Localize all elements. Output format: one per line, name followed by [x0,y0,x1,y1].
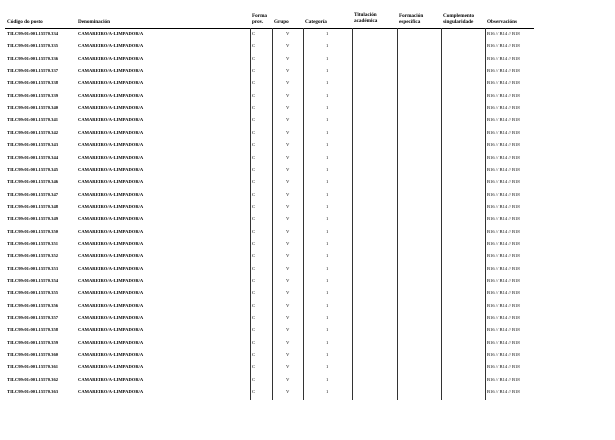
row-denominacion: CAMAREIRO/A-LIMPADOR/A [78,302,144,308]
header-formacion: Formación específica [399,13,424,25]
row-grupo: V [286,290,290,296]
row-denominacion: CAMAREIRO/A-LIMPADOR/A [78,389,144,395]
row-denominacion: CAMAREIRO/A-LIMPADOR/A [78,278,144,283]
row-observacions: B16 // B14 // B18 [487,302,520,308]
row-code: TILC99:01:001.15570.353 [7,265,59,271]
row-forma: C [252,376,256,382]
row-categoria: 1 [326,105,329,111]
row-denominacion: CAMAREIRO/A-LIMPADOR/A [78,43,144,49]
table-row [0,303,615,315]
row-categoria: 1 [326,216,329,222]
row-observacions: B16 // B14 // B18 [487,105,520,111]
row-categoria: 1 [326,290,329,296]
table-row [0,315,615,327]
row-code: TILC99:01:001.15570.349 [7,216,59,222]
row-forma: C [252,352,256,358]
row-denominacion: CAMAREIRO/A-LIMPADOR/A [78,203,144,209]
row-categoria: 1 [326,389,329,395]
row-denominacion: CAMAREIRO/A-LIMPADOR/A [78,80,144,86]
table-row [0,130,615,142]
row-observacions: B16 // B14 // B18 [487,166,520,172]
row-grupo: V [286,265,290,271]
row-code: TILC99:01:001.15570.358 [7,327,59,333]
row-forma: C [252,240,256,246]
table-row [0,56,615,68]
row-observacions: B16 // B14 // B18 [487,278,520,283]
row-observacions: B16 // B14 // B18 [487,191,520,197]
row-code: TILC99:01:001.15570.340 [7,105,59,111]
row-forma: C [252,315,256,321]
table-row [0,229,615,241]
row-observacions: B16 // B14 // B18 [487,253,520,259]
row-categoria: 1 [326,117,329,123]
header-observacions: Observacións [487,19,517,25]
table-row [0,327,615,339]
row-observacions: B16 // B14 // B18 [487,31,520,36]
table-row [0,352,615,364]
row-observacions: B16 // B14 // B18 [487,43,520,49]
row-categoria: 1 [326,265,329,271]
row-forma: C [252,203,256,209]
row-denominacion: CAMAREIRO/A-LIMPADOR/A [78,240,144,246]
row-code: TILC99:01:001.15570.341 [7,117,59,123]
row-code: TILC99:01:001.15570.347 [7,191,59,197]
row-observacions: B16 // B14 // B18 [487,142,520,148]
row-forma: C [252,129,256,135]
row-forma: C [252,216,256,222]
row-forma: C [252,179,256,185]
row-categoria: 1 [326,278,329,283]
row-grupo: V [286,253,290,259]
row-code: TILC99:01:001.15570.343 [7,142,59,148]
row-code: TILC99:01:001.15570.359 [7,339,59,345]
row-grupo: V [286,327,290,333]
table-row [0,167,615,179]
table-row [0,31,615,43]
row-forma: C [252,31,256,36]
row-categoria: 1 [326,129,329,135]
row-code: TILC99:01:001.15570.346 [7,179,59,185]
table-row [0,93,615,105]
row-grupo: V [286,166,290,172]
row-observacions: B16 // B14 // B18 [487,376,520,382]
row-observacions: B16 // B14 // B18 [487,352,520,358]
row-observacions: B16 // B14 // B18 [487,339,520,345]
table-row [0,253,615,265]
row-observacions: B16 // B14 // B18 [487,203,520,209]
row-code: TILC99:01:001.15570.363 [7,389,59,395]
row-grupo: V [286,240,290,246]
row-observacions: B16 // B14 // B18 [487,179,520,185]
table-row [0,266,615,278]
row-observacions: B16 // B14 // B18 [487,315,520,321]
row-denominacion: CAMAREIRO/A-LIMPADOR/A [78,179,144,185]
row-code: TILC99:01:001.15570.348 [7,203,59,209]
row-categoria: 1 [326,92,329,98]
row-grupo: V [286,191,290,197]
table-row [0,290,615,302]
table-row [0,340,615,352]
row-observacions: B16 // B14 // B18 [487,290,520,296]
row-denominacion: CAMAREIRO/A-LIMPADOR/A [78,339,144,345]
row-grupo: V [286,154,290,160]
table-row [0,105,615,117]
row-categoria: 1 [326,68,329,74]
row-grupo: V [286,129,290,135]
row-categoria: 1 [326,191,329,197]
header-forma: Forma prov. [252,13,267,25]
table-row [0,204,615,216]
row-grupo: V [286,364,290,370]
table-row [0,80,615,92]
row-categoria: 1 [326,339,329,345]
row-grupo: V [286,31,290,36]
table-row [0,389,615,401]
row-categoria: 1 [326,253,329,259]
table-row [0,278,615,290]
row-categoria: 1 [326,142,329,148]
table-row [0,364,615,376]
row-forma: C [252,327,256,333]
header-titulacion: Titulación académica [354,12,378,24]
row-denominacion: CAMAREIRO/A-LIMPADOR/A [78,129,144,135]
row-denominacion: CAMAREIRO/A-LIMPADOR/A [78,253,144,259]
row-grupo: V [286,352,290,358]
row-observacions: B16 // B14 // B18 [487,389,520,395]
row-grupo: V [286,55,290,61]
row-observacions: B16 // B14 // B18 [487,327,520,333]
row-denominacion: CAMAREIRO/A-LIMPADOR/A [78,31,144,36]
row-observacions: B16 // B14 // B18 [487,117,520,123]
row-forma: C [252,228,256,234]
row-forma: C [252,55,256,61]
row-grupo: V [286,216,290,222]
row-grupo: V [286,376,290,382]
row-grupo: V [286,92,290,98]
row-forma: C [252,80,256,86]
row-grupo: V [286,203,290,209]
row-observacions: B16 // B14 // B18 [487,129,520,135]
row-denominacion: CAMAREIRO/A-LIMPADOR/A [78,352,144,358]
row-denominacion: CAMAREIRO/A-LIMPADOR/A [78,376,144,382]
row-grupo: V [286,302,290,308]
row-observacions: B16 // B14 // B18 [487,216,520,222]
row-denominacion: CAMAREIRO/A-LIMPADOR/A [78,105,144,111]
row-categoria: 1 [326,327,329,333]
row-code: TILC99:01:001.15570.342 [7,129,59,135]
table-row [0,68,615,80]
row-code: TILC99:01:001.15570.350 [7,228,59,234]
row-code: TILC99:01:001.15570.356 [7,302,59,308]
table-row [0,179,615,191]
row-categoria: 1 [326,43,329,49]
row-grupo: V [286,339,290,345]
header-denominacion: Denominación [78,19,110,25]
row-code: TILC99:01:001.15570.354 [7,278,59,283]
row-observacions: B16 // B14 // B18 [487,55,520,61]
table-row [0,155,615,167]
row-code: TILC99:01:001.15570.345 [7,166,59,172]
row-code: TILC99:01:001.15570.360 [7,352,59,358]
row-grupo: V [286,142,290,148]
header-codigo: Código do posto [7,19,43,25]
row-observacions: B16 // B14 // B18 [487,68,520,74]
row-code: TILC99:01:001.15570.344 [7,154,59,160]
row-denominacion: CAMAREIRO/A-LIMPADOR/A [78,166,144,172]
row-code: TILC99:01:001.15570.355 [7,290,59,296]
row-categoria: 1 [326,154,329,160]
row-denominacion: CAMAREIRO/A-LIMPADOR/A [78,315,144,321]
row-forma: C [252,290,256,296]
row-categoria: 1 [326,203,329,209]
row-grupo: V [286,117,290,123]
row-forma: C [252,302,256,308]
row-categoria: 1 [326,302,329,308]
row-categoria: 1 [326,240,329,246]
row-observacions: B16 // B14 // B18 [487,265,520,271]
row-forma: C [252,253,256,259]
table-row [0,142,615,154]
row-grupo: V [286,278,290,283]
row-denominacion: CAMAREIRO/A-LIMPADOR/A [78,117,144,123]
row-denominacion: CAMAREIRO/A-LIMPADOR/A [78,191,144,197]
row-forma: C [252,364,256,370]
row-forma: C [252,154,256,160]
table-row [0,377,615,389]
row-grupo: V [286,68,290,74]
row-denominacion: CAMAREIRO/A-LIMPADOR/A [78,55,144,61]
row-forma: C [252,166,256,172]
row-forma: C [252,105,256,111]
row-denominacion: CAMAREIRO/A-LIMPADOR/A [78,265,144,271]
row-categoria: 1 [326,352,329,358]
row-denominacion: CAMAREIRO/A-LIMPADOR/A [78,92,144,98]
row-code: TILC99:01:001.15570.337 [7,68,59,74]
row-categoria: 1 [326,55,329,61]
table-row [0,241,615,253]
row-categoria: 1 [326,376,329,382]
row-grupo: V [286,105,290,111]
row-denominacion: CAMAREIRO/A-LIMPADOR/A [78,327,144,333]
row-code: TILC99:01:001.15570.334 [7,31,59,36]
row-observacions: B16 // B14 // B18 [487,228,520,234]
row-forma: C [252,68,256,74]
table-row [0,216,615,228]
row-forma: C [252,389,256,395]
header-grupo: Grupo [274,19,289,25]
table-row [0,192,615,204]
header-categoria: Categoría [305,19,327,25]
row-code: TILC99:01:001.15570.361 [7,364,59,370]
row-grupo: V [286,389,290,395]
row-observacions: B16 // B14 // B18 [487,154,520,160]
row-grupo: V [286,179,290,185]
row-forma: C [252,265,256,271]
header-complemento: Complemento singularidade [443,13,475,25]
row-categoria: 1 [326,315,329,321]
row-categoria: 1 [326,80,329,86]
row-categoria: 1 [326,179,329,185]
row-code: TILC99:01:001.15570.352 [7,253,59,259]
row-grupo: V [286,43,290,49]
row-grupo: V [286,80,290,86]
row-code: TILC99:01:001.15570.351 [7,240,59,246]
row-denominacion: CAMAREIRO/A-LIMPADOR/A [78,68,144,74]
row-observacions: B16 // B14 // B18 [487,80,520,86]
row-categoria: 1 [326,31,329,36]
row-code: TILC99:01:001.15570.336 [7,55,59,61]
row-forma: C [252,339,256,345]
row-denominacion: CAMAREIRO/A-LIMPADOR/A [78,142,144,148]
row-forma: C [252,278,256,283]
row-grupo: V [286,228,290,234]
row-denominacion: CAMAREIRO/A-LIMPADOR/A [78,290,144,296]
row-code: TILC99:01:001.15570.339 [7,92,59,98]
row-code: TILC99:01:001.15570.362 [7,376,59,382]
row-observacions: B16 // B14 // B18 [487,364,520,370]
row-categoria: 1 [326,166,329,172]
row-forma: C [252,191,256,197]
row-grupo: V [286,315,290,321]
row-code: TILC99:01:001.15570.335 [7,43,59,49]
row-observacions: B16 // B14 // B18 [487,92,520,98]
row-forma: C [252,117,256,123]
row-denominacion: CAMAREIRO/A-LIMPADOR/A [78,228,144,234]
row-categoria: 1 [326,364,329,370]
row-code: TILC99:01:001.15570.357 [7,315,59,321]
row-denominacion: CAMAREIRO/A-LIMPADOR/A [78,154,144,160]
row-forma: C [252,142,256,148]
row-forma: C [252,92,256,98]
row-denominacion: CAMAREIRO/A-LIMPADOR/A [78,216,144,222]
table-row [0,43,615,55]
row-code: TILC99:01:001.15570.338 [7,80,59,86]
row-categoria: 1 [326,228,329,234]
row-denominacion: CAMAREIRO/A-LIMPADOR/A [78,364,144,370]
table-row [0,117,615,129]
row-forma: C [252,43,256,49]
row-observacions: B16 // B14 // B18 [487,240,520,246]
